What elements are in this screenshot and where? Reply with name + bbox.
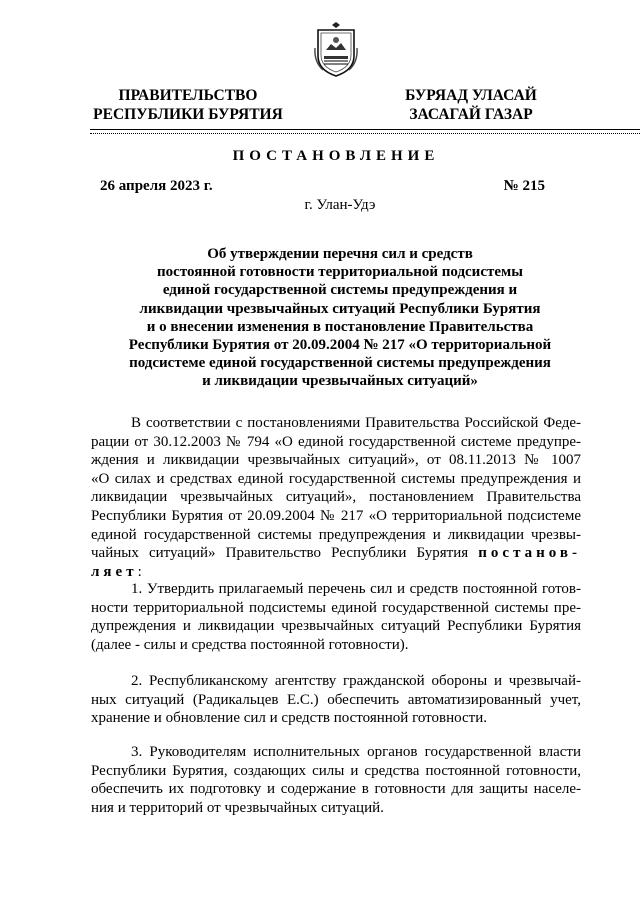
subject-line: Об утверждении перечня сил и средств bbox=[207, 246, 473, 262]
decree-keyword: ляет bbox=[91, 563, 138, 580]
document-city: г. Улан-Удэ bbox=[304, 197, 376, 213]
paragraph-line: ния и территорий от чрезвычайных ситуаций. bbox=[91, 799, 384, 816]
item-paragraph-3 bbox=[91, 743, 581, 817]
paragraph-line: 3. Руководителям исполнительных органов государственной власти bbox=[131, 744, 581, 760]
subject-line: Республики Бурятия от 20.09.2004 № 217 «О территориальной bbox=[128, 337, 552, 354]
preamble-paragraph bbox=[91, 414, 581, 581]
paragraph-line: Республики Бурятия, создающих силы и средства постоянной готовности, bbox=[91, 762, 581, 779]
subject-line: и о внесении изменения в постановление Правительства bbox=[146, 318, 534, 335]
paragraph-line: ности территориальной подсистемы единой государственной системы пре- bbox=[91, 599, 581, 616]
decree-keyword: постанов- bbox=[478, 545, 581, 562]
subject-line: единой государственной системы предупреждения и bbox=[162, 282, 518, 299]
paragraph-line: рации от 30.12.2003 № 794 «О единой государственной системе предупре- bbox=[91, 433, 581, 450]
paragraph-line: единой государственной системы предупреждения и ликвидации чрезвы- bbox=[91, 526, 581, 543]
header-right-line-1: БУРЯАД УЛАСАЙ bbox=[405, 87, 537, 104]
header-right-line-2: ЗАСАГАЙ ГАЗАР bbox=[409, 106, 533, 123]
paragraph-line: 1. Утвердить прилагаемый перечень сил и средств постоянной готов- bbox=[131, 581, 581, 597]
item-paragraph-1 bbox=[91, 580, 581, 654]
paragraph-line: ждения и ликвидации чрезвычайных ситуаций», от 08.11.2013 № 1007 bbox=[91, 452, 581, 469]
paragraph-line bbox=[91, 544, 581, 563]
paragraph-line: хранение и обновление сил и средств постоянной готовности. bbox=[91, 710, 487, 727]
paragraph-line: Республики Бурятия от 20.09.2004 № 217 «О территориальной подсистеме bbox=[91, 507, 581, 524]
paragraph-line: обеспечить их подготовку и содержание в готовности для защиты населе- bbox=[91, 781, 581, 798]
coat-of-arms-icon bbox=[313, 20, 359, 78]
paragraph-text: : bbox=[137, 563, 142, 580]
header-divider bbox=[90, 129, 640, 130]
subject-line: и ликвидации чрезвычайных ситуаций» bbox=[202, 373, 478, 390]
header-left-line-1: ПРАВИТЕЛЬСТВО bbox=[118, 87, 258, 104]
document-date: 26 апреля 2023 г. bbox=[100, 178, 213, 194]
paragraph-line: 2. Республиканскому агентству гражданской обороны и чрезвычай- bbox=[131, 673, 581, 689]
paragraph-line: дупреждения и ликвидации чрезвычайных ситуаций Республики Бурятия bbox=[91, 618, 581, 635]
document-type: ПОСТАНОВЛЕНИЕ bbox=[232, 148, 440, 164]
paragraph-line: «О силах и средствах единой государственной системы предупреждения и bbox=[91, 470, 581, 487]
paragraph-line: ликвидации чрезвычайных ситуаций», постановлением Правительства bbox=[91, 489, 581, 506]
subject-line: подсистеме единой государственной системы предупреждения bbox=[129, 355, 551, 372]
header-left-line-2: РЕСПУБЛИКИ БУРЯТИЯ bbox=[93, 106, 283, 123]
item-paragraph-2 bbox=[91, 672, 581, 728]
paragraph-line: ных ситуаций (Радикальцев Е.С.) обеспечить автоматизированный учет, bbox=[91, 691, 581, 708]
header-left bbox=[88, 86, 288, 124]
paragraph-line: (далее - силы и средства постоянной готовности). bbox=[91, 636, 409, 653]
paragraph-text: чайных ситуаций» Правительство Республики Бурятия bbox=[91, 545, 479, 562]
paragraph-line bbox=[91, 563, 581, 582]
document-number: № 215 bbox=[503, 178, 545, 194]
document-subject bbox=[95, 245, 585, 391]
header-right bbox=[396, 86, 546, 124]
subject-line: ликвидации чрезвычайных ситуаций Республики Бурятия bbox=[139, 300, 541, 317]
subject-line: постоянной готовности территориальной подсистемы bbox=[157, 264, 523, 281]
paragraph-line: В соответствии с постановлениями Правительства Российской Феде- bbox=[131, 415, 581, 431]
header-divider-dotted bbox=[90, 133, 640, 134]
